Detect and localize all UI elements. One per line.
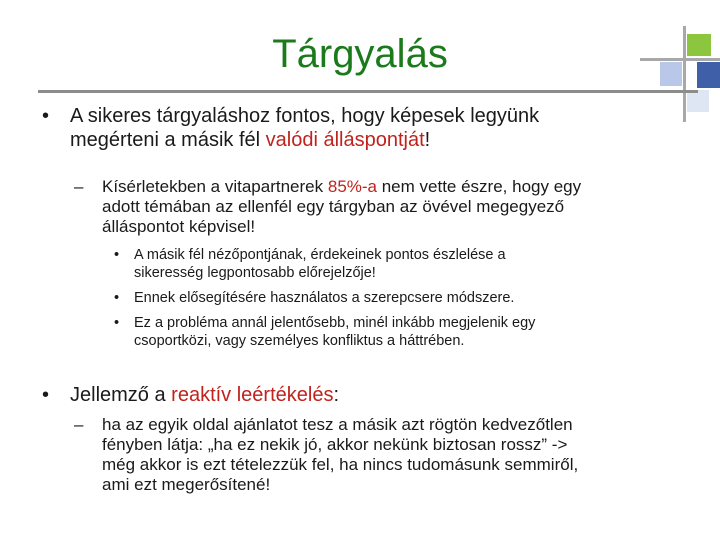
subsub-bullet-1-line-1: A másik fél nézőpontjának, érdekeinek pontos észlelése a xyxy=(134,247,506,263)
subsub-bullet-1-line-2: sikeresség legpontosabb előrejelzője! xyxy=(134,265,376,281)
sub-bullet-1-line-2: adott témában az ellenfél egy tárgyban az övével megegyező xyxy=(102,197,565,216)
bullet-1-line-2: megérteni a másik fél valódi álláspontját! xyxy=(70,129,431,151)
deco-light-square xyxy=(687,90,709,112)
sub-bullet-2-marker: – xyxy=(74,415,84,434)
sub-bullet-1 xyxy=(74,177,694,237)
sub-bullet-1-line-3: álláspontot képvisel! xyxy=(102,217,256,236)
subsub-bullet-2-line-1: Ennek elősegítésére használatos a szerepcsere módszere. xyxy=(134,290,515,306)
sub-bullet-2-line-3: még akkor is ezt tételezzük fel, ha nincs tudomásunk semmiről, xyxy=(102,455,579,474)
subsub-bullet-3-line-2: csoportközi, vagy személyes konfliktus a háttrében. xyxy=(134,333,465,349)
subsub-bullet-1 xyxy=(114,246,674,282)
sub-bullet-2-line-4: ami ezt megerősítené! xyxy=(102,475,271,494)
highlight-85-percent: 85%-a xyxy=(327,177,377,196)
bullet-1-line-1: A sikeres tárgyaláshoz fontos, hogy képesek legyünk xyxy=(70,105,540,127)
sub-bullet-1-line-1: Kísérletekben a vitapartnerek 85%-a nem vette észre, hogy egy xyxy=(102,177,582,196)
bullet-2-marker: • xyxy=(42,384,50,406)
sub-bullet-1-marker: – xyxy=(74,177,84,196)
bullet-1-marker: • xyxy=(42,105,50,127)
sub-bullet-2-line-2: fényben látja: „ha ez nekik jó, akkor nekünk biztosan rossz” -> xyxy=(102,435,568,454)
sub-bullet-2-line-1: ha az egyik oldal ajánlatot tesz a másik azt rögtön kedvezőtlen xyxy=(102,415,573,434)
subsub-bullet-2-marker: • xyxy=(114,290,120,306)
highlight-reaktiv-leertekeles: reaktív leértékelés xyxy=(171,384,334,406)
subsub-bullet-3 xyxy=(114,314,674,350)
highlight-valodi-allaspontjat: valódi álláspontját xyxy=(265,129,425,151)
subsub-bullet-2 xyxy=(114,289,674,307)
sub-bullet-2 xyxy=(74,415,694,495)
slide-title: Tárgyalás xyxy=(272,32,448,76)
subsub-bullet-1-marker: • xyxy=(114,247,120,263)
title-divider xyxy=(38,90,698,93)
bullet-2-line: Jellemző a reaktív leértékelés: xyxy=(70,384,340,406)
bullet-1 xyxy=(42,104,682,152)
subsub-bullet-3-marker: • xyxy=(114,315,120,331)
subsub-bullet-3-line-1: Ez a probléma annál jelentősebb, minél inkább megjelenik egy xyxy=(134,315,536,331)
bullet-2 xyxy=(42,383,682,407)
